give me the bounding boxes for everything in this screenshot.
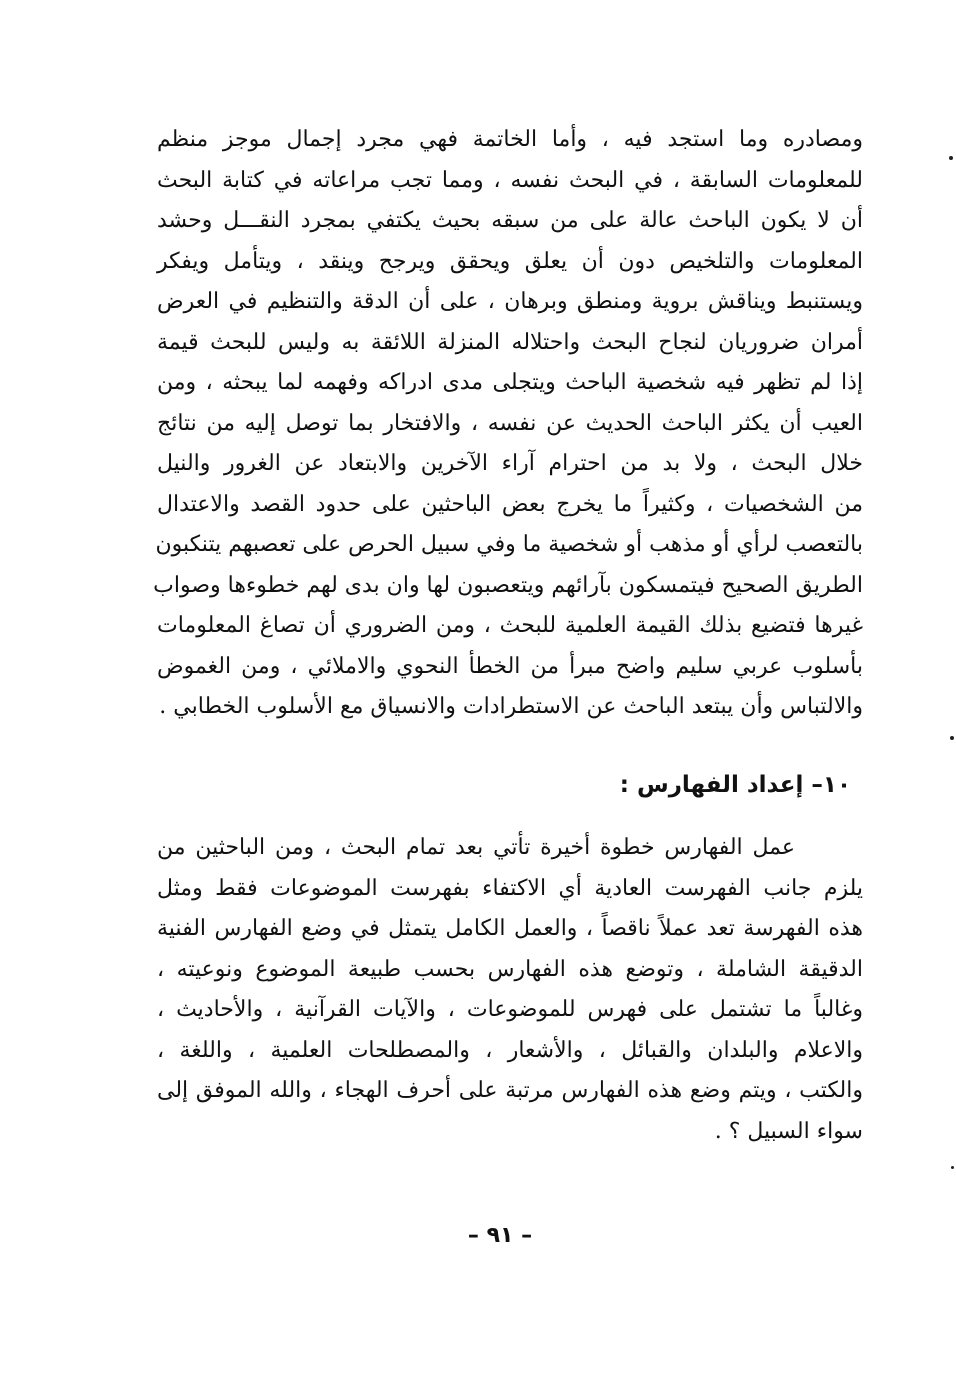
text-line: هذه الفهرسة تعد عملاً ناقصاً ، والعمل الكامل يتمثل في وضع الفهارس الفنية <box>157 916 863 941</box>
scan-speck <box>950 736 954 740</box>
text-line: للمعلومات السابقة ، في البحث نفسه ، ومما تجب مراعاته في كتابة البحث <box>157 167 863 193</box>
text-line: من الشخصيات ، وكثيراً ما يخرج بعض الباحثين على حدود القصد والاعتدال <box>157 491 864 517</box>
text-line: خلال البحث ، ولا بد من احترام آراء الآخرين والابتعاد عن الغرور والنيل <box>157 451 863 476</box>
text-line: غيرها فتضيع بذلك القيمة العلمية للبحث ، ومن الضروري أن تصاغ المعلومات <box>157 613 863 638</box>
text-line: والالتباس وأن يبتعد الباحث عن الاستطرادات والانسياق مع الأسلوب الخطابي . <box>159 694 863 719</box>
body-paragraph-2 <box>157 828 863 1152</box>
text-line: والاعلام والبلدان والقبائل ، والأشعار ، والمصطلحات العلمية ، واللغة ، <box>157 1037 863 1063</box>
section-heading: ١٠– إعداد الفهارس : <box>619 772 851 798</box>
text-line: أمران ضروريان لنجاح البحث واحتلاله المنزلة اللائقة به وليس للبحث قيمة <box>157 329 863 355</box>
text-line: ويستنبط ويناقش بروية ومنطق وبرهان ، على أن الدقة والتنظيم في العرض <box>157 289 863 314</box>
text-line: بأسلوب عربي سليم واضح مبرأ من الخطأ النحوي والاملائي ، ومن الغموض <box>157 653 863 679</box>
text-line: والكتب ، ويتم وضع هذه الفهارس مرتبة على أحرف الهجاء ، والله الموفق إلى <box>157 1078 863 1103</box>
text-line: الدقيقة الشاملة ، وتوضع هذه الفهارس بحسب طبيعة الموضوع ونوعيته ، <box>157 956 863 982</box>
page-number: – ٩١ – <box>467 1223 533 1248</box>
scan-speck <box>951 1166 954 1169</box>
text-line: المعلومات والتلخيص دون أن يعلق ويحقق ويرجح وينقد ، ويتأمل ويفكر <box>157 248 863 274</box>
text-line: أن لا يكون الباحث عالة على من سبقه بحيث يكتفي بمجرد النقـــل وحشد <box>157 208 863 233</box>
text-line: عمل الفهارس خطوة أخيرة تأتي بعد تمام البحث ، ومن الباحثين من <box>157 835 795 860</box>
text-line: الطريق الصحيح فيتمسكون بآرائهم ويتعصبون لها وان بدى لهم خطوءها وصواب <box>153 572 863 598</box>
text-line: العيب أن يكثر الباحث الحديث عن نفسه ، والافتخار بما توصل إليه من نتائج <box>157 410 863 436</box>
text-line: بالتعصب لرأي أو مذهب أو شخصية ما وفي سبيل الحرص على تعصبهم يتنكبون <box>155 532 863 557</box>
text-line: إذا لم تظهر فيه شخصية الباحث ويتجلى مدى ادراكه وفهمه لما يبحثه ، ومن <box>157 370 863 395</box>
text-line: ومصادره وما استجد فيه ، وأما الخاتمة فهي مجرد إجمال موجز منظم <box>157 127 863 152</box>
text-line: سواء السبيل ؟ . <box>714 1118 863 1144</box>
body-paragraph-1 <box>153 120 864 728</box>
text-line: وغالباً ما تشتمل على فهرس للموضوعات ، والآيات القرآنية ، والأحاديث ، <box>157 997 863 1022</box>
text-line: يلزم جانب الفهرست العادية أي الاكتفاء بفهرست الموضوعات فقط ومثل <box>157 875 863 901</box>
scan-speck <box>949 156 953 160</box>
